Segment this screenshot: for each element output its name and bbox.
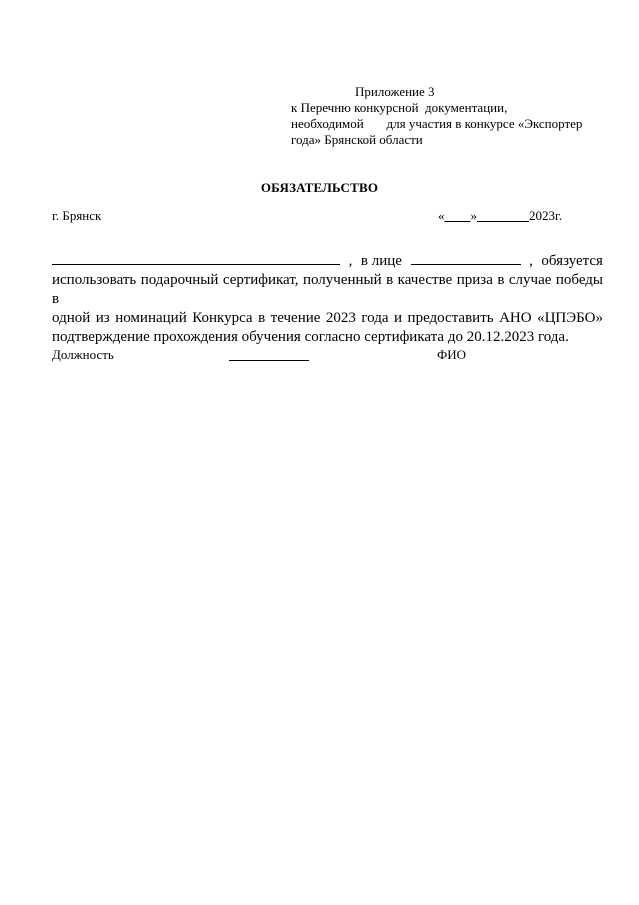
city-label: г. Брянск [52,208,102,223]
date-field [438,208,562,224]
comma-2: , [529,253,533,269]
commitment-line-4: подтверждение прохождения обучения согласно сертификата до 20.12.2023 года. [52,329,569,345]
position-label: Должность [52,347,114,362]
commitment-paragraph [52,271,603,347]
appendix-line-2: к Перечню конкурсной документации, [291,100,508,115]
date-month-blank: ________ [477,208,529,223]
commitment-line-2: использовать подарочный сертификат, полученный в качестве приза в случае победы в [52,272,603,307]
in-person-label: в лице [360,253,402,269]
signature-line [229,360,309,361]
commitment-line-1 [52,250,603,271]
comma: , [348,253,353,269]
appendix-line-3: необходимой для участия в конкурсе «Экспортер [291,116,583,131]
date-year: 2023г. [529,208,563,223]
date-day-blank: ____ [444,208,471,223]
appendix-note [291,84,591,148]
commitment-line-3: одной из номинаций Конкурса в течение 2023 года и предоставить АНО «ЦПЭБО» [52,310,603,326]
representative-blank [411,250,521,265]
date-open-quote: « [438,208,445,223]
date-close-quote: » [470,208,477,223]
appendix-line-1: Приложение 3 [355,84,435,99]
obliges-label: обязуется [541,253,603,269]
full-name-label: ФИО [437,347,467,362]
appendix-line-4: года» Брянской области [291,132,423,147]
commitment-text [52,250,603,347]
organization-blank [52,250,340,265]
document-title: ОБЯЗАТЕЛЬСТВО [260,180,379,195]
